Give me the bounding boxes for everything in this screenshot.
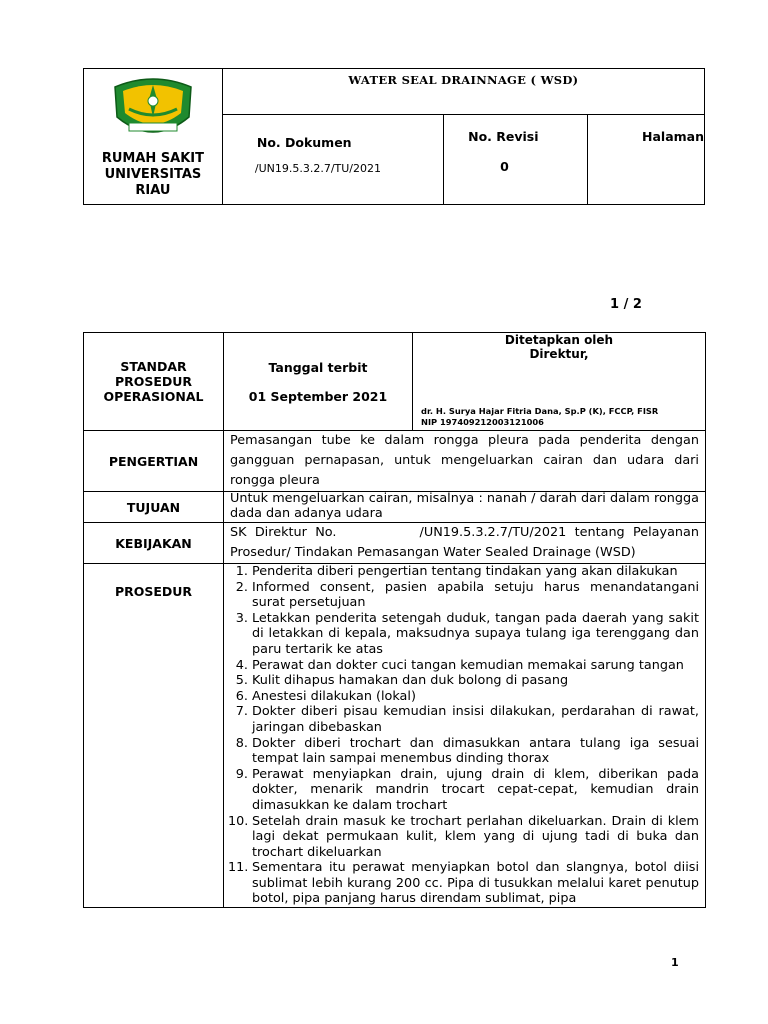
revision-cell (444, 115, 588, 205)
list-item: 4. Perawat dan dokter cuci tangan kemudian memakai sarung tangan (235, 657, 684, 673)
doc-number-value: /UN19.5.3.2.7/TU/2021 (254, 162, 381, 175)
list-item: 1. Penderita diberi pengertian tentang tindakan yang akan dilakukan (235, 564, 678, 579)
issue-date-cell (224, 333, 413, 431)
sop-title-cell (84, 333, 224, 431)
tujuan-label: TUJUAN (84, 492, 224, 523)
hospital-identity-cell (84, 69, 223, 205)
list-item: 10. Setelah drain masuk ke trochart perlahan dikeluarkan. Drain di klem lagi dekat permukaan kulit, klem yang di ujung tadi di buka dan trochart dikeluarkan (228, 813, 699, 860)
sop-table (83, 332, 706, 908)
prosedur-steps-cell (224, 564, 706, 908)
list-item: 2. Informed consent, pasien apabila setuju harus menandatangani surat persetujuan (235, 579, 699, 611)
list-item: 9. Perawat menyiapkan drain, ujung drain di klem, diberikan pada dokter, menarik mandrin trocart cepat-cepat, kemudian drain dimasukkan ke dalam trochart (235, 766, 699, 813)
university-logo-icon (109, 77, 197, 139)
list-item: 7. Dokter diberi pisau kemudian insisi dilakukan, perdarahan di rawat, jaringan dibebaskan (235, 704, 699, 735)
list-item: 11. Sementara itu perawat menyiapkan botol dan slangnya, botol diisi sublimat lebih kurang 200 cc. Pipa di tusukkan melalui karet penutup botol, pipa panjang harus direndam sublimat, pipa (228, 860, 699, 907)
revision-label: No. Revisi (468, 129, 539, 144)
issue-date-label: Tanggal terbit (268, 359, 368, 375)
signer-block (421, 406, 658, 428)
footer-page-number: 1 (671, 956, 679, 969)
doc-number-cell (222, 115, 443, 205)
pengertian-text: Pemasangan tube ke dalam rongga pleura pada penderita dengan gangguan pernapasan, untuk mengeluarkan cairan dan udara dari rongga pleura (224, 431, 706, 492)
approval-cell (413, 333, 706, 431)
page-cell (588, 115, 705, 205)
document-title: WATER SEAL DRAINNAGE ( WSD) (222, 69, 704, 115)
prosedur-steps-list (228, 564, 699, 907)
kebijakan-label: KEBIJAKAN (84, 523, 224, 564)
list-item: 5. Kulit dihapus hamakan dan duk bolong di pasang (235, 673, 569, 689)
list-item: 3. Letakkan penderita setengah duduk, tangan pada daerah yang sakit di letakkan di kepala, maksudnya supaya tulang iga terenggang dan paru tertarik ke atas (235, 610, 699, 657)
signer-name: dr. H. Surya Hajar Fitria Dana, Sp.P (K), FCCP, FISR (421, 406, 659, 416)
prosedur-label: PROSEDUR (84, 564, 224, 908)
document-header-table (83, 68, 705, 205)
hospital-name: RUMAH SAKIT UNIVERSITAS RIAU (101, 151, 205, 198)
page-label: Halaman (642, 129, 704, 144)
issue-date-value: 01 September 2021 (248, 388, 388, 404)
list-item: 8. Dokter diberi trochart dan dimasukkan antara tulang iga sesuai tempat lain sampai menembus dinding thorax (235, 735, 699, 767)
pengertian-label: PENGERTIAN (84, 431, 224, 492)
revision-value: 0 (500, 159, 509, 174)
list-item: 6. Anestesi dilakukan (lokal) (235, 688, 416, 704)
sop-title: STANDAR PROSEDUR OPERASIONAL (103, 359, 204, 404)
kebijakan-text: SK Direktur No. /UN19.5.3.2.7/TU/2021 tentang Pelayanan Prosedur/ Tindakan Pemasangan Water Sealed Drainage (WSD) (224, 523, 706, 564)
tujuan-text: Untuk mengeluarkan cairan, misalnya : nanah / darah dari dalam rongga dada dan adanya udara (224, 492, 706, 523)
approval-label: Ditetapkan oleh (504, 333, 614, 347)
page-number: 1 / 2 (610, 297, 642, 312)
approval-role: Direktur, (529, 347, 589, 361)
signer-nip: NIP 197409212003121006 (421, 417, 544, 427)
doc-number-label: No. Dokumen (256, 135, 352, 150)
